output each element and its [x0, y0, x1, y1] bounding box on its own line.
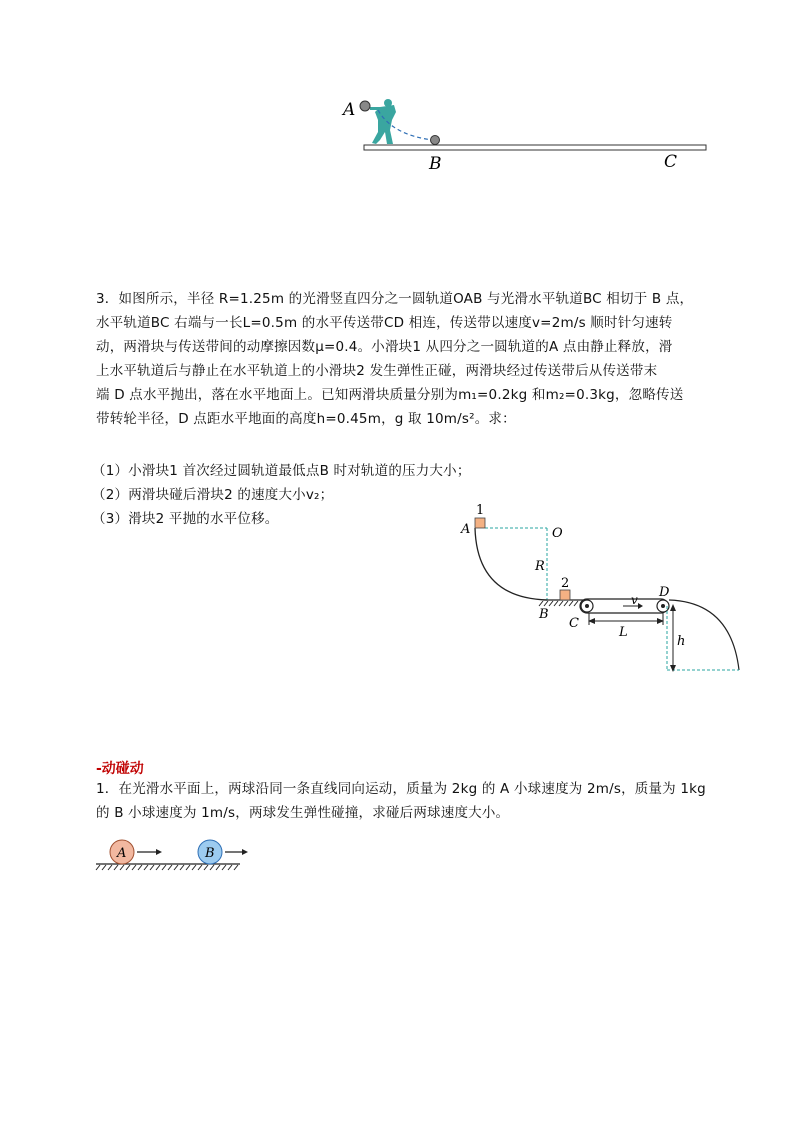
ball-a — [360, 101, 370, 111]
problem3-text — [96, 287, 706, 431]
problem3-line: 端 D 点水平抛出，落在水平地面上。已知两滑块质量分别为m₁=0.2kg 和m₂=0.3kg，忽略传送 — [96, 387, 684, 403]
top-figure — [330, 90, 720, 180]
problem3-line: 带转轮半径，D 点距水平地面的高度h=0.45m，g 取 10m/s²。求： — [96, 411, 516, 427]
person-figure — [370, 99, 396, 144]
ground-track — [364, 145, 706, 150]
label-1: 1 — [476, 503, 485, 518]
question-1: （1）小滑块1 首次经过圆轨道最低点B 时对轨道的压力大小； — [92, 463, 471, 479]
label-2: 2 — [561, 576, 570, 591]
problem3-figure — [455, 500, 755, 680]
problem1-line: 的 B 小球速度为 1m/s，两球发生弹性碰撞，求碰后两球速度大小。 — [96, 805, 510, 821]
section-title: -动碰动 — [96, 761, 144, 777]
label-b: B — [539, 607, 549, 622]
ball-a-label: A — [117, 846, 127, 861]
ball-b-label: B — [205, 846, 215, 861]
ball-b — [431, 136, 440, 145]
block-1 — [475, 518, 485, 528]
label-c: C — [569, 616, 579, 631]
label-c: C — [664, 152, 678, 172]
label-h: h — [677, 634, 686, 649]
label-a: A — [461, 522, 471, 537]
label-r: R — [535, 559, 545, 574]
problem1-text — [96, 777, 706, 825]
problem3-line: 3．如图所示，半径 R=1.25m 的光滑竖直四分之一圆轨道OAB 与光滑水平轨道BC 相切于 B 点， — [96, 291, 694, 307]
question-3: （3）滑块2 平抛的水平位移。 — [92, 511, 279, 527]
ground-hatch — [96, 865, 238, 870]
ground-hatch — [539, 601, 578, 606]
problem3-line: 动，两滑块与传送带间的动摩擦因数μ=0.4。小滑块1 从四分之一圆轨道的A 点由静止释放，滑 — [96, 339, 673, 355]
label-o: O — [552, 526, 563, 541]
problem3-line: 水平轨道BC 右端与一长L=0.5m 的水平传送带CD 相连，传送带以速度v=2m/s 顺时针匀速转 — [96, 315, 673, 331]
block-2 — [560, 590, 570, 600]
label-d: D — [659, 585, 670, 600]
problem3-line: 上水平轨道后与静止在水平轨道上的小滑块2 发生弹性正碰，两滑块经过传送带后从传送带末 — [96, 363, 658, 379]
label-a: A — [343, 100, 356, 120]
question-2: （2）两滑块碰后滑块2 的速度大小v₂； — [92, 487, 334, 503]
label-l: L — [619, 625, 628, 640]
label-v: v — [631, 593, 638, 607]
problem1-line: 1．在光滑水平面上，两球沿同一条直线同向运动，质量为 2kg 的 A 小球速度为 2m/s，质量为 1kg — [96, 781, 706, 797]
label-b: B — [429, 154, 442, 174]
problem1-figure — [92, 836, 252, 872]
